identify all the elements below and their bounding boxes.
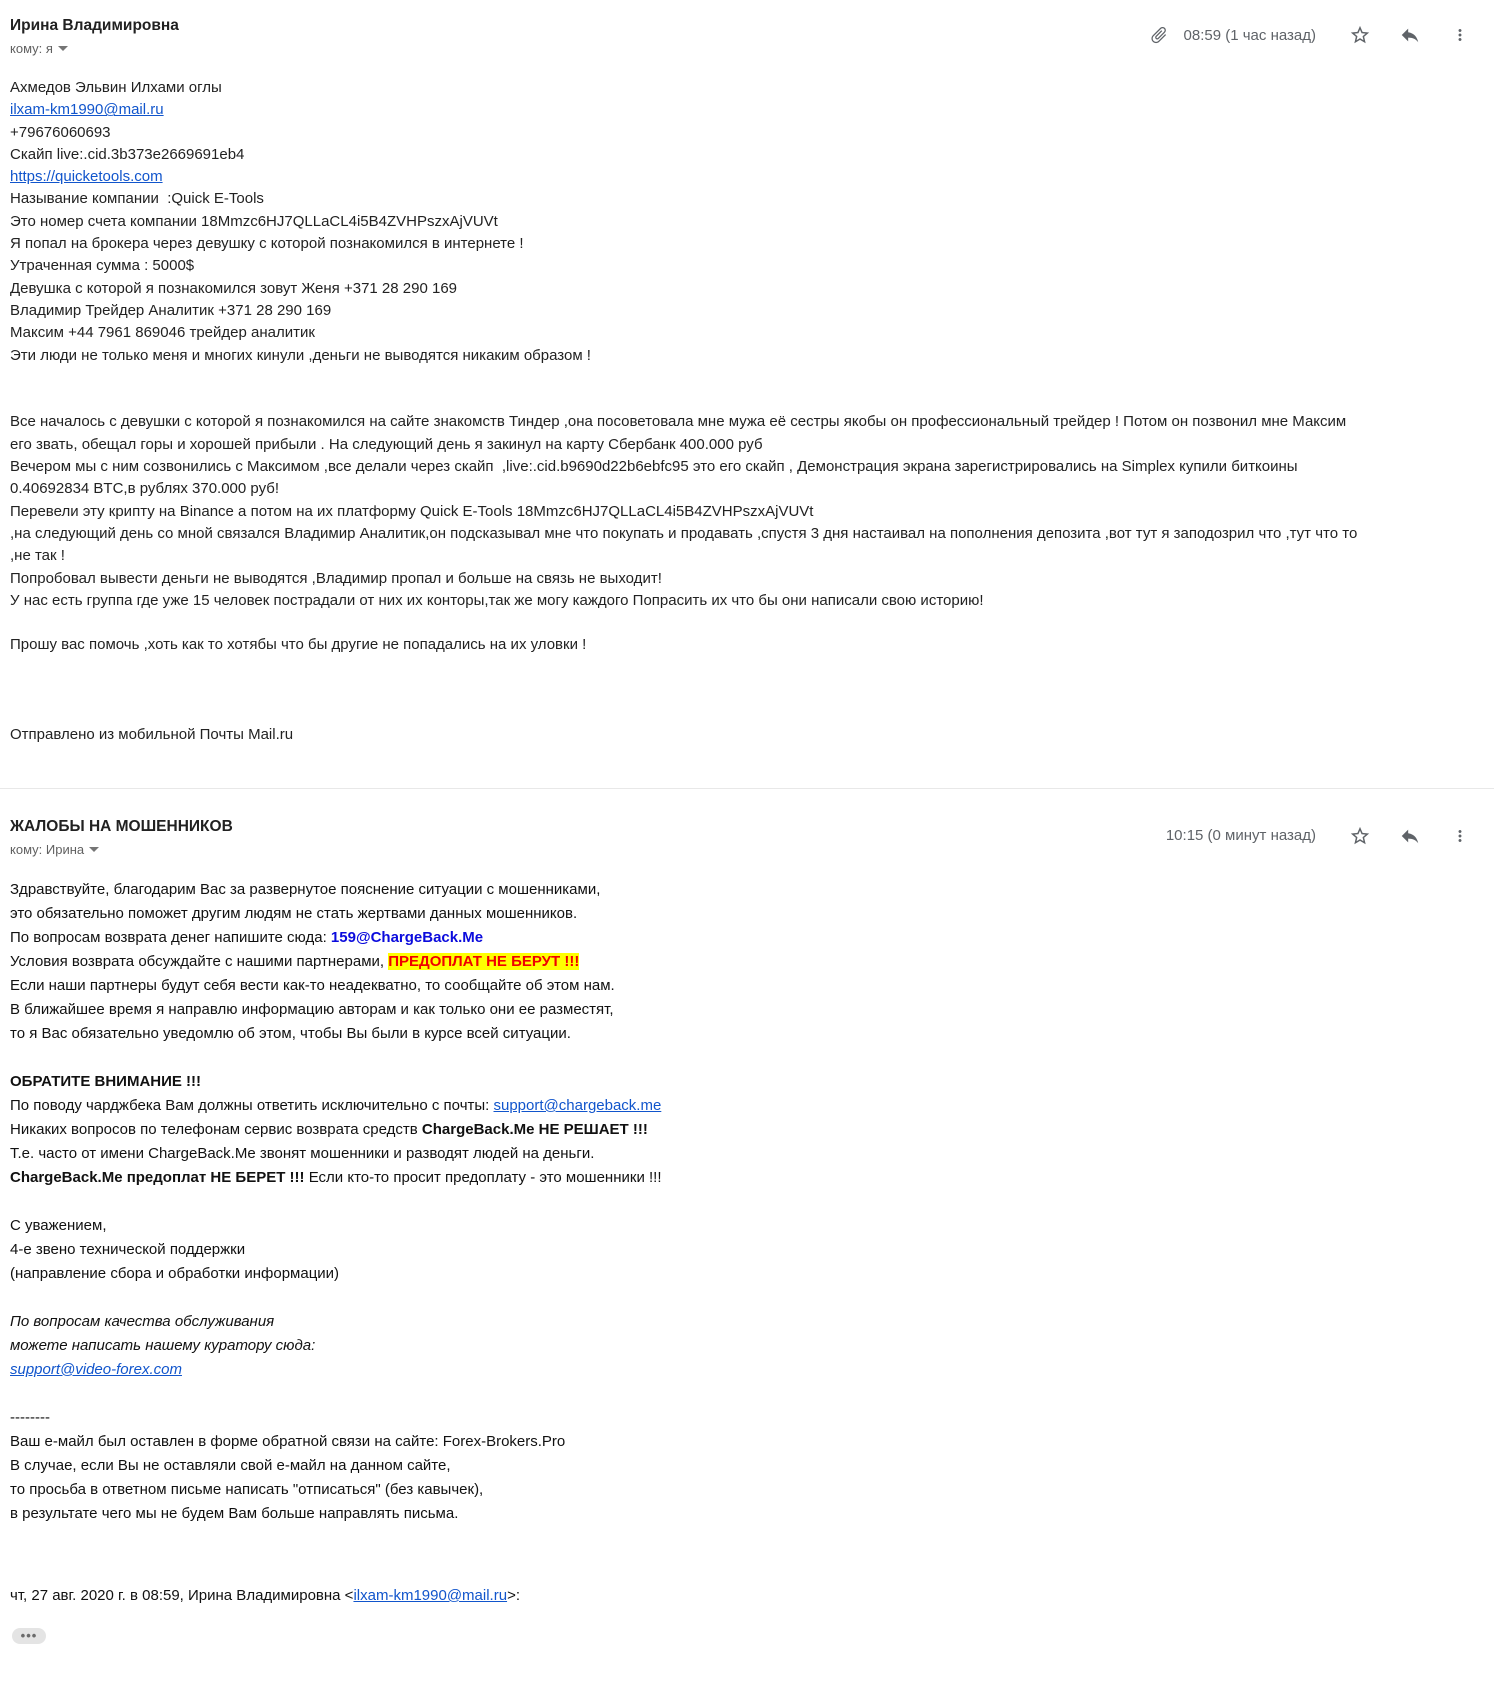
body-line	[10, 1214, 1480, 1238]
attachment-icon	[1144, 23, 1174, 47]
body-line	[10, 122, 1480, 144]
star-icon[interactable]	[1340, 823, 1380, 849]
text-segment: ChargeBack.Me предоплат НЕ БЕРЕТ !!!	[10, 1168, 305, 1186]
body-line	[10, 233, 1480, 255]
text-segment: Я попал на брокера через девушку с которой познакомился в интернете !	[10, 235, 524, 253]
body-line	[10, 1046, 1480, 1070]
text-segment: можете написать нашему куратору сюда:	[10, 1336, 316, 1354]
body-line	[10, 724, 1480, 746]
text-segment: Условия возврата обсуждайте с нашими партнерами,	[10, 952, 389, 970]
body-line	[10, 1454, 1480, 1478]
text-segment: 4-е звено технической поддержки	[10, 1240, 246, 1258]
text-segment: Утраченная сумма : 5000$	[10, 257, 195, 275]
body-line	[10, 1382, 1480, 1406]
more-options-icon[interactable]	[1440, 823, 1480, 849]
body-line	[10, 657, 1480, 679]
text-segment: Максим +44 7961 869046 трейдер аналитик	[10, 324, 315, 342]
text-segment: В ближайшее время я направлю информацию авторам и как только они ее разместят,	[10, 1000, 614, 1018]
body-line	[10, 926, 1480, 950]
text-segment: Т.е. часто от имени ChargeBack.Me звонят мошенники и разводят людей на деньги.	[10, 1144, 595, 1162]
chevron-down-icon	[89, 847, 99, 852]
body-line	[10, 99, 1480, 121]
body-line	[10, 1094, 1480, 1118]
text-segment: Попробовал вывести деньги не выводятся ,Владимир пропал и больше на связь не выходит!	[10, 569, 662, 587]
body-line	[10, 456, 1480, 478]
body-line	[10, 523, 1480, 545]
body-line	[10, 1310, 1480, 1334]
text-segment: Ваш е-майл был оставлен в форме обратной связи на сайте: Forex-Brokers.Pro	[10, 1432, 566, 1450]
text-segment: чт, 27 авг. 2020 г. в 08:59, Ирина Владимировна <	[10, 1586, 354, 1604]
body-line	[10, 1238, 1480, 1262]
message-header	[10, 16, 1480, 58]
chevron-down-icon	[58, 46, 68, 51]
text-segment: Если наши партнеры будут себя вести как-то неадекватно, то сообщайте об этом нам.	[10, 976, 615, 994]
body-line	[10, 1190, 1480, 1214]
message-timestamp: 10:15 (0 минут назад)	[1165, 827, 1316, 845]
text-segment: Никаких вопросов по телефонам сервис возврата средств	[10, 1120, 422, 1138]
text-segment: то я Вас обязательно уведомлю об этом, чтобы Вы были в курсе всей ситуации.	[10, 1024, 571, 1042]
text-segment: У нас есть группа где уже 15 человек пострадали от них их конторы,так же могу каждого Попрасить их что бы они написали свою историю!	[10, 591, 984, 609]
body-line	[10, 255, 1480, 277]
email-link[interactable]: support@video-forex.com	[10, 1360, 182, 1378]
email-link[interactable]: ilxam-km1990@mail.ru	[353, 1586, 508, 1604]
text-segment: ОБРАТИТЕ ВНИМАНИЕ !!!	[10, 1072, 202, 1090]
body-line	[10, 1430, 1480, 1454]
text-segment: ПРЕДОПЛАТ НЕ БЕРУТ !!!	[388, 952, 580, 970]
text-segment: Это номер счета компании 18Mmzc6HJ7QLLaCL4i5B4ZVHPszxAjVUVt	[10, 212, 498, 230]
body-line	[10, 1358, 1480, 1382]
text-segment: Скайп live:.cid.3b373e2669691eb4	[10, 145, 245, 163]
text-segment: С уважением,	[10, 1216, 107, 1234]
message-header	[10, 817, 1480, 859]
body-line	[10, 367, 1480, 389]
body-line	[10, 1286, 1480, 1310]
body-line	[10, 434, 1480, 456]
body-line	[10, 166, 1480, 188]
body-line	[10, 1262, 1480, 1286]
body-line	[10, 1022, 1480, 1046]
text-segment: Девушка с которой я познакомился зовут Женя +371 28 290 169	[10, 279, 457, 297]
recipient-dropdown[interactable]	[10, 842, 99, 857]
star-icon[interactable]	[1340, 22, 1380, 48]
body-line	[10, 1406, 1480, 1430]
body-line	[10, 1502, 1480, 1526]
text-segment: то просьба в ответном письме написать "отписаться" (без кавычек),	[10, 1480, 484, 1498]
reply-icon[interactable]	[1390, 22, 1430, 48]
sender-name: ЖАЛОБЫ НА МОШЕННИКОВ	[10, 817, 233, 835]
text-segment: По вопросам возврата денег напишите сюда:	[10, 928, 331, 946]
text-segment: >:	[507, 1586, 520, 1604]
body-line	[10, 1584, 1480, 1608]
body-line	[10, 144, 1480, 166]
email-message-2	[0, 789, 1494, 1644]
text-segment: +79676060693	[10, 123, 111, 141]
text-segment: По вопросам качества обслуживания	[10, 1312, 275, 1330]
email-message-1	[0, 0, 1494, 788]
text-segment: Здравствуйте, благодарим Вас за развернутое пояснение ситуации с мошенниками,	[10, 880, 601, 898]
sender-name: Ирина Владимировна	[10, 17, 179, 34]
text-segment: ,на следующий день со мной связался Владимир Аналитик,он подсказывал мне что покупать и продавать ,спустя 3 дня настаивал на пополнения депозита ,вот тут я заподозрил что ,тут что то	[10, 524, 1358, 542]
reply-icon[interactable]	[1390, 823, 1430, 849]
text-segment: В случае, если Вы не оставляли свой е-майл на данном сайте,	[10, 1456, 451, 1474]
body-line	[10, 1550, 1480, 1574]
body-line	[10, 1334, 1480, 1358]
recipient-label: кому: я	[10, 41, 53, 56]
text-segment: Называние компании :Quick E-Tools	[10, 190, 264, 208]
body-line	[10, 878, 1480, 902]
body-line	[10, 590, 1480, 612]
text-segment: Эти люди не только меня и многих кинули ,деньги не выводятся никаким образом !	[10, 346, 591, 364]
email-link[interactable]: support@chargeback.me	[493, 1096, 662, 1114]
body-line	[10, 411, 1480, 433]
body-line	[10, 998, 1480, 1022]
body-line	[10, 1118, 1480, 1142]
text-segment: Прошу вас помочь ,хоть как то хотябы что бы другие не попадались на их уловки !	[10, 636, 587, 654]
body-line	[10, 211, 1480, 233]
body-line	[10, 278, 1480, 300]
body-line	[10, 188, 1480, 210]
body-line	[10, 478, 1480, 500]
body-line	[10, 974, 1480, 998]
body-line	[10, 77, 1480, 99]
message-timestamp: 08:59 (1 час назад)	[1183, 26, 1316, 44]
text-segment: в результате чего мы не будем Вам больше направлять письма.	[10, 1504, 459, 1522]
body-line	[10, 322, 1480, 344]
body-line	[10, 701, 1480, 723]
body-line	[10, 1166, 1480, 1190]
body-line	[10, 1526, 1480, 1550]
text-segment: Ахмедов Эльвин Илхами оглы	[10, 79, 222, 96]
body-line	[10, 568, 1480, 590]
body-line	[10, 345, 1480, 367]
body-line	[10, 300, 1480, 322]
show-trimmed-content-button[interactable]: •••	[12, 1628, 46, 1644]
body-line	[10, 612, 1480, 634]
text-segment: Вечером мы с ним созвонились с Максимом ,все делали через скайп ,live:.cid.b9690d22b6ebfc95 это его скайп , Демонстрация экрана зарегистрировались на Simplex купили биткоины	[10, 458, 1298, 476]
text-segment: (направление сбора и обработки информации)	[10, 1264, 340, 1282]
message-body	[10, 77, 1480, 746]
text-segment: ChargeBack.Me НЕ РЕШАЕТ !!!	[421, 1120, 648, 1138]
text-segment: По поводу чарджбека Вам должны ответить исключительно с почты:	[10, 1096, 494, 1114]
body-line	[10, 950, 1480, 974]
email-link[interactable]: https://quicketools.com	[10, 168, 163, 186]
body-line	[10, 389, 1480, 411]
body-line	[10, 545, 1480, 567]
body-line	[10, 1070, 1480, 1094]
text-segment: Все началось с девушки с которой я познакомился на сайте знакомств Тиндер ,она посоветовала мне мужа её сестры якобы он профессиональный трейдер ! Потом он позвонил мне Максим	[10, 413, 1347, 431]
text-segment: Владимир Трейдер Аналитик +371 28 290 169	[10, 301, 332, 319]
email-link[interactable]: 159@ChargeBack.Me	[330, 928, 484, 946]
text-segment: --------	[10, 1408, 50, 1426]
more-options-icon[interactable]	[1440, 22, 1480, 48]
body-line	[10, 501, 1480, 523]
text-segment: Отправлено из мобильной Почты Mail.ru	[10, 725, 294, 743]
text-segment: Если кто-то просит предоплату - это мошенники !!!	[304, 1168, 662, 1186]
body-line	[10, 679, 1480, 701]
email-link[interactable]: ilxam-km1990@mail.ru	[10, 101, 164, 119]
text-segment: это обязательно поможет другим людям не стать жертвами данных мошенников.	[10, 904, 578, 922]
text-segment: его звать, обещал горы и хорошей прибыли . На следующий день я закинул на карту Сбербанк 400.000 руб	[10, 435, 763, 453]
recipient-dropdown[interactable]	[10, 41, 68, 56]
message-body	[10, 878, 1480, 1608]
text-segment: 0.40692834 BTC,в рублях 370.000 руб!	[10, 480, 280, 498]
body-line	[10, 634, 1480, 656]
body-line	[10, 1142, 1480, 1166]
text-segment: ,не так !	[10, 547, 65, 565]
body-line	[10, 1478, 1480, 1502]
body-line	[10, 902, 1480, 926]
text-segment: Перевели эту крипту на Binance а потом на их платформу Quick E-Tools 18Mmzc6HJ7QLLaCL4i5B4ZVHPszxAjVUVt	[10, 502, 814, 520]
recipient-label: кому: Ирина	[10, 841, 85, 857]
